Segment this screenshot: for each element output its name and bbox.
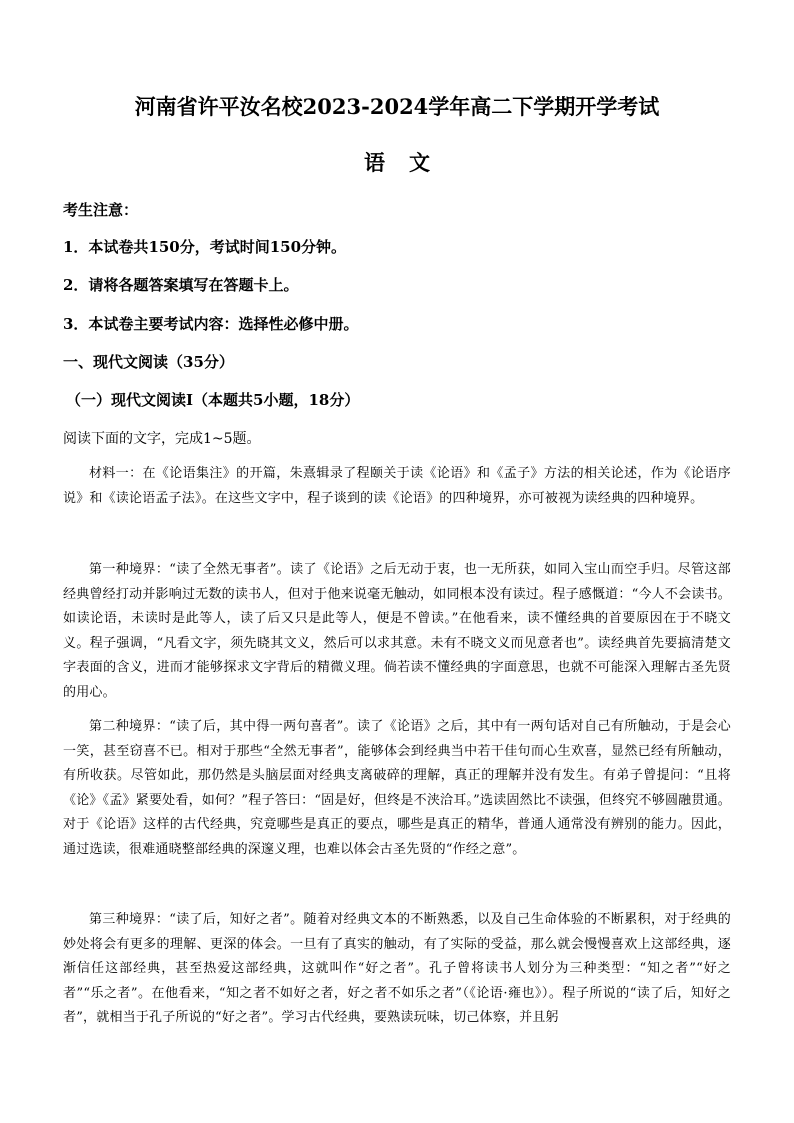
notice-heading: 考生注意： [63,201,139,219]
paragraph-realm-1: 第一种境界：“读了全然无事者”。读了《论语》之后无动于衷，也一无所获，如同入宝山而空手归。尽管这部经典曾经打动并影响过无数的读书人，但对于他来说毫无触动，如同根本没有读过。程子感慨道：“今人不会读书。如读论语，未读时是此等人，读了后又只是此等人，便是不曾读。”在他看来，读不懂经典的首要原因在于不晓文义。程子强调，“凡看文字，须先晓其文义，然后可以求其意。未有不晓文义而见意者也”。读经典首先要搞清楚文字表面的含义，进而才能够探求文字背后的精微义理。倘若读不懂经典的字面意思，也就不可能深入理解古圣先贤的用心。 [63,562,731,700]
notice-item-2: 2．请将各题答案填写在答题卡上。 [63,276,299,294]
paragraph-realm-2: 第二种境界：“读了后，其中得一两句喜者”。读了《论语》之后，其中有一两句话对自己有所触动，于是会心一笑，甚至窃喜不已。相对于那些“全然无事者”，能够体会到经典当中若干佳句而心生欢喜，显然已经有所触动，有所收获。尽管如此，那仍然是头脑层面对经典支离破碎的理解，真正的理解并没有发生。有弟子曾提问：“且将《论》《孟》紧要处看，如何？”程子答曰：“固是好，但终是不浃洽耳。”选读固然比不读强，但终究不够圆融贯通。对于《论语》这样的古代经典，究竟哪些是真正的要点，哪些是真正的精华，普通人通常没有辨别的能力。因此，通过选读，很难通晓整部经典的深邃义理，也难以体会古圣先贤的“作经之意”。 [63,719,731,857]
subsection-heading: （一）现代文阅读Ⅰ（本题共5小题，18分） [66,391,360,409]
section-heading: 一、现代文阅读（35分） [63,353,234,371]
notice-item-3: 3．本试卷主要考试内容：选择性必修中册。 [63,315,359,333]
paragraph-realm-3: 第三种境界：“读了后，知好之者”。随着对经典文本的不断熟悉，以及自己生命体验的不断累积，对于经典的妙处将会有更多的理解、更深的体会。一旦有了真实的触动，有了实际的受益，那么就会慢慢喜欢上这部经典，逐渐信任这部经典，甚至热爱这部经典，这就叫作“好之者”。孔子曾将读书人划分为三种类型：“知之者”“好之者”“乐之者”。在他看来，“知之者不如好之者，好之者不如乐之者”（《论语·雍也》）。程子所说的“读了后，知好之者”，就相当于孔子所说的“好之者”。学习古代经典，要熟读玩味，切己体察，并且躬 [63,912,731,1025]
subject-title: 语文 [364,150,454,175]
reading-instruction: 阅读下面的文字，完成1~5题。 [63,431,261,447]
document-title: 河南省许平汝名校2023-2024学年高二下学期开学考试 [134,94,660,119]
paragraph-material-1: 材料一：在《论语集注》的开篇，朱熹辑录了程颐关于读《论语》和《孟子》方法的相关论述，作为《论语序说》和《读论语孟子法》。在这些文字中，程子谈到的读《论语》的四种境界，亦可被视为读经典的四种境界。 [63,466,731,506]
notice-item-1: 1．本试卷共150分，考试时间150分钟。 [63,238,347,256]
